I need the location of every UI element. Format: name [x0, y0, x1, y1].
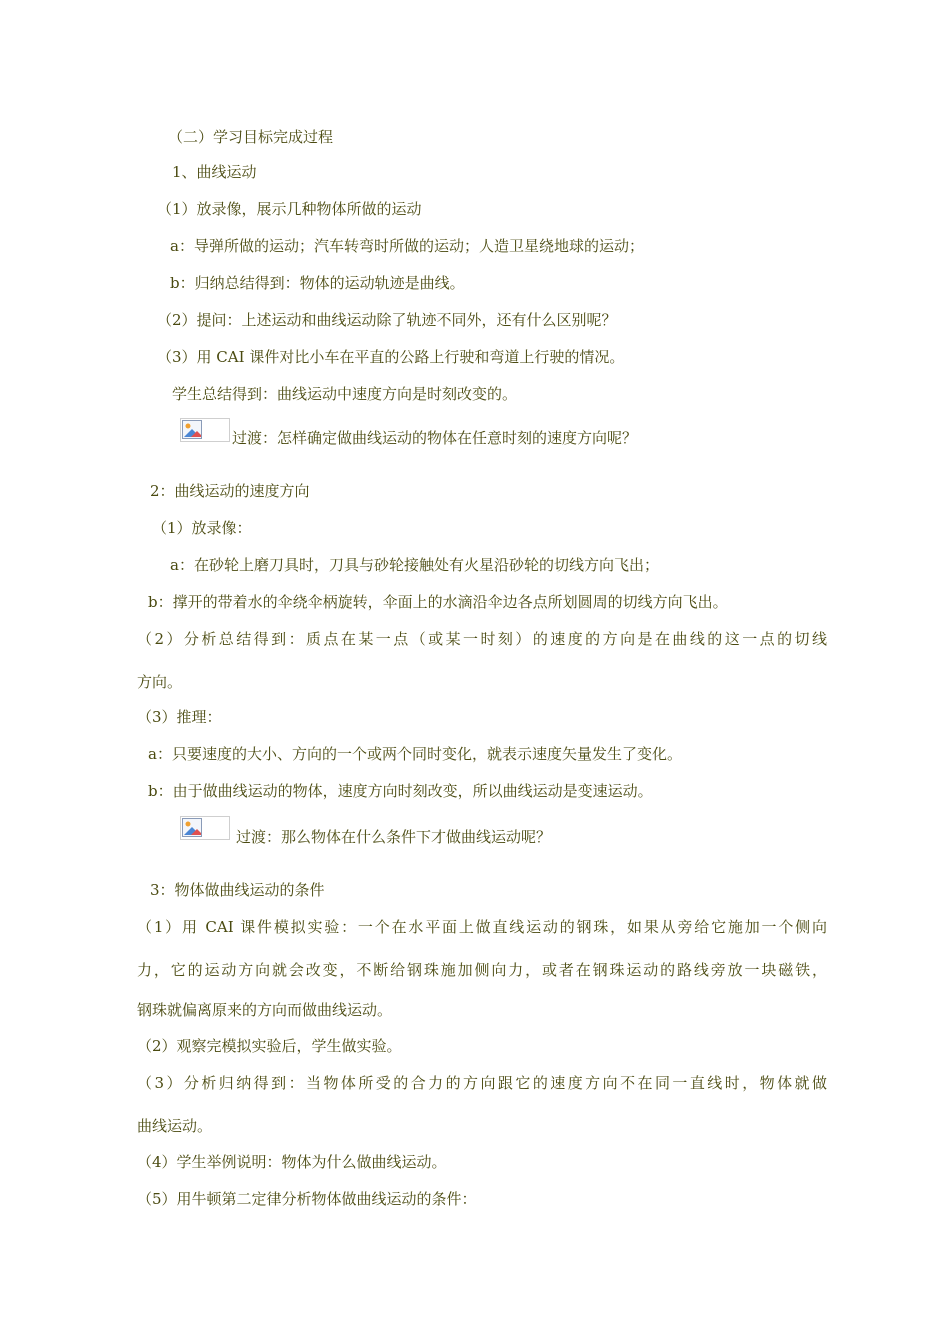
paragraph: （1）用 CAI 课件模拟实验：一个在水平面上做直线运动的钢珠，如果从旁给它施加一个侧向	[137, 918, 827, 936]
paragraph: b：由于做曲线运动的物体，速度方向时刻改变，所以曲线运动是变速运动。	[148, 782, 653, 800]
section-title: （二）学习目标完成过程	[168, 128, 334, 146]
paragraph: 钢珠就偏离原来的方向而做曲线运动。	[137, 1001, 393, 1019]
heading-velocity-direction: 2：曲线运动的速度方向	[150, 482, 310, 500]
paragraph: （3）用 CAI 课件对比小车在平直的公路上行驶和弯道上行驶的情况。	[157, 348, 625, 366]
paragraph: （1）放录像，展示几种物体所做的运动	[157, 200, 422, 218]
paragraph: a：导弹所做的运动；汽车转弯时所做的运动；人造卫星绕地球的运动；	[170, 237, 644, 255]
heading-curvilinear-conditions: 3：物体做曲线运动的条件	[150, 881, 325, 899]
paragraph: 力，它的运动方向就会改变，不断给钢珠施加侧向力，或者在钢珠运动的路线旁放一块磁铁，	[137, 961, 827, 979]
paragraph: （3）分析归纳得到：当物体所受的合力的方向跟它的速度方向不在同一直线时，物体就做	[137, 1074, 827, 1092]
paragraph: （2）分析总结得到：质点在某一点（或某一时刻）的速度的方向是在曲线的这一点的切线	[137, 630, 827, 648]
broken-image-icon	[180, 418, 230, 442]
paragraph: a：只要速度的大小、方向的一个或两个同时变化，就表示速度矢量发生了变化。	[148, 745, 682, 763]
paragraph: （3）推理：	[137, 708, 222, 726]
paragraph: 学生总结得到：曲线运动中速度方向是时刻改变的。	[172, 385, 518, 403]
broken-image-icon	[180, 816, 230, 840]
paragraph: b：归纳总结得到：物体的运动轨迹是曲线。	[170, 274, 465, 292]
paragraph: （4）学生举例说明：物体为什么做曲线运动。	[137, 1153, 447, 1171]
transition-text: 过渡：那么物体在什么条件下才做曲线运动呢？	[236, 828, 552, 846]
paragraph: （2）提问：上述运动和曲线运动除了轨迹不同外，还有什么区别呢？	[157, 311, 617, 329]
paragraph: （5）用牛顿第二定律分析物体做曲线运动的条件：	[137, 1190, 477, 1208]
paragraph: （2）观察完模拟实验后，学生做实验。	[137, 1037, 402, 1055]
paragraph: a：在砂轮上磨刀具时，刀具与砂轮接触处有火星沿砂轮的切线方向飞出；	[170, 556, 659, 574]
heading-curvilinear-motion: 1、曲线运动	[172, 163, 257, 181]
transition-text: 过渡：怎样确定做曲线运动的物体在任意时刻的速度方向呢？	[232, 429, 638, 447]
paragraph: 方向。	[137, 673, 183, 691]
paragraph: （1）放录像：	[152, 519, 252, 537]
paragraph: 曲线运动。	[137, 1117, 213, 1135]
paragraph: b：撑开的带着水的伞绕伞柄旋转，伞面上的水滴沿伞边各点所划圆周的切线方向飞出。	[148, 593, 728, 611]
